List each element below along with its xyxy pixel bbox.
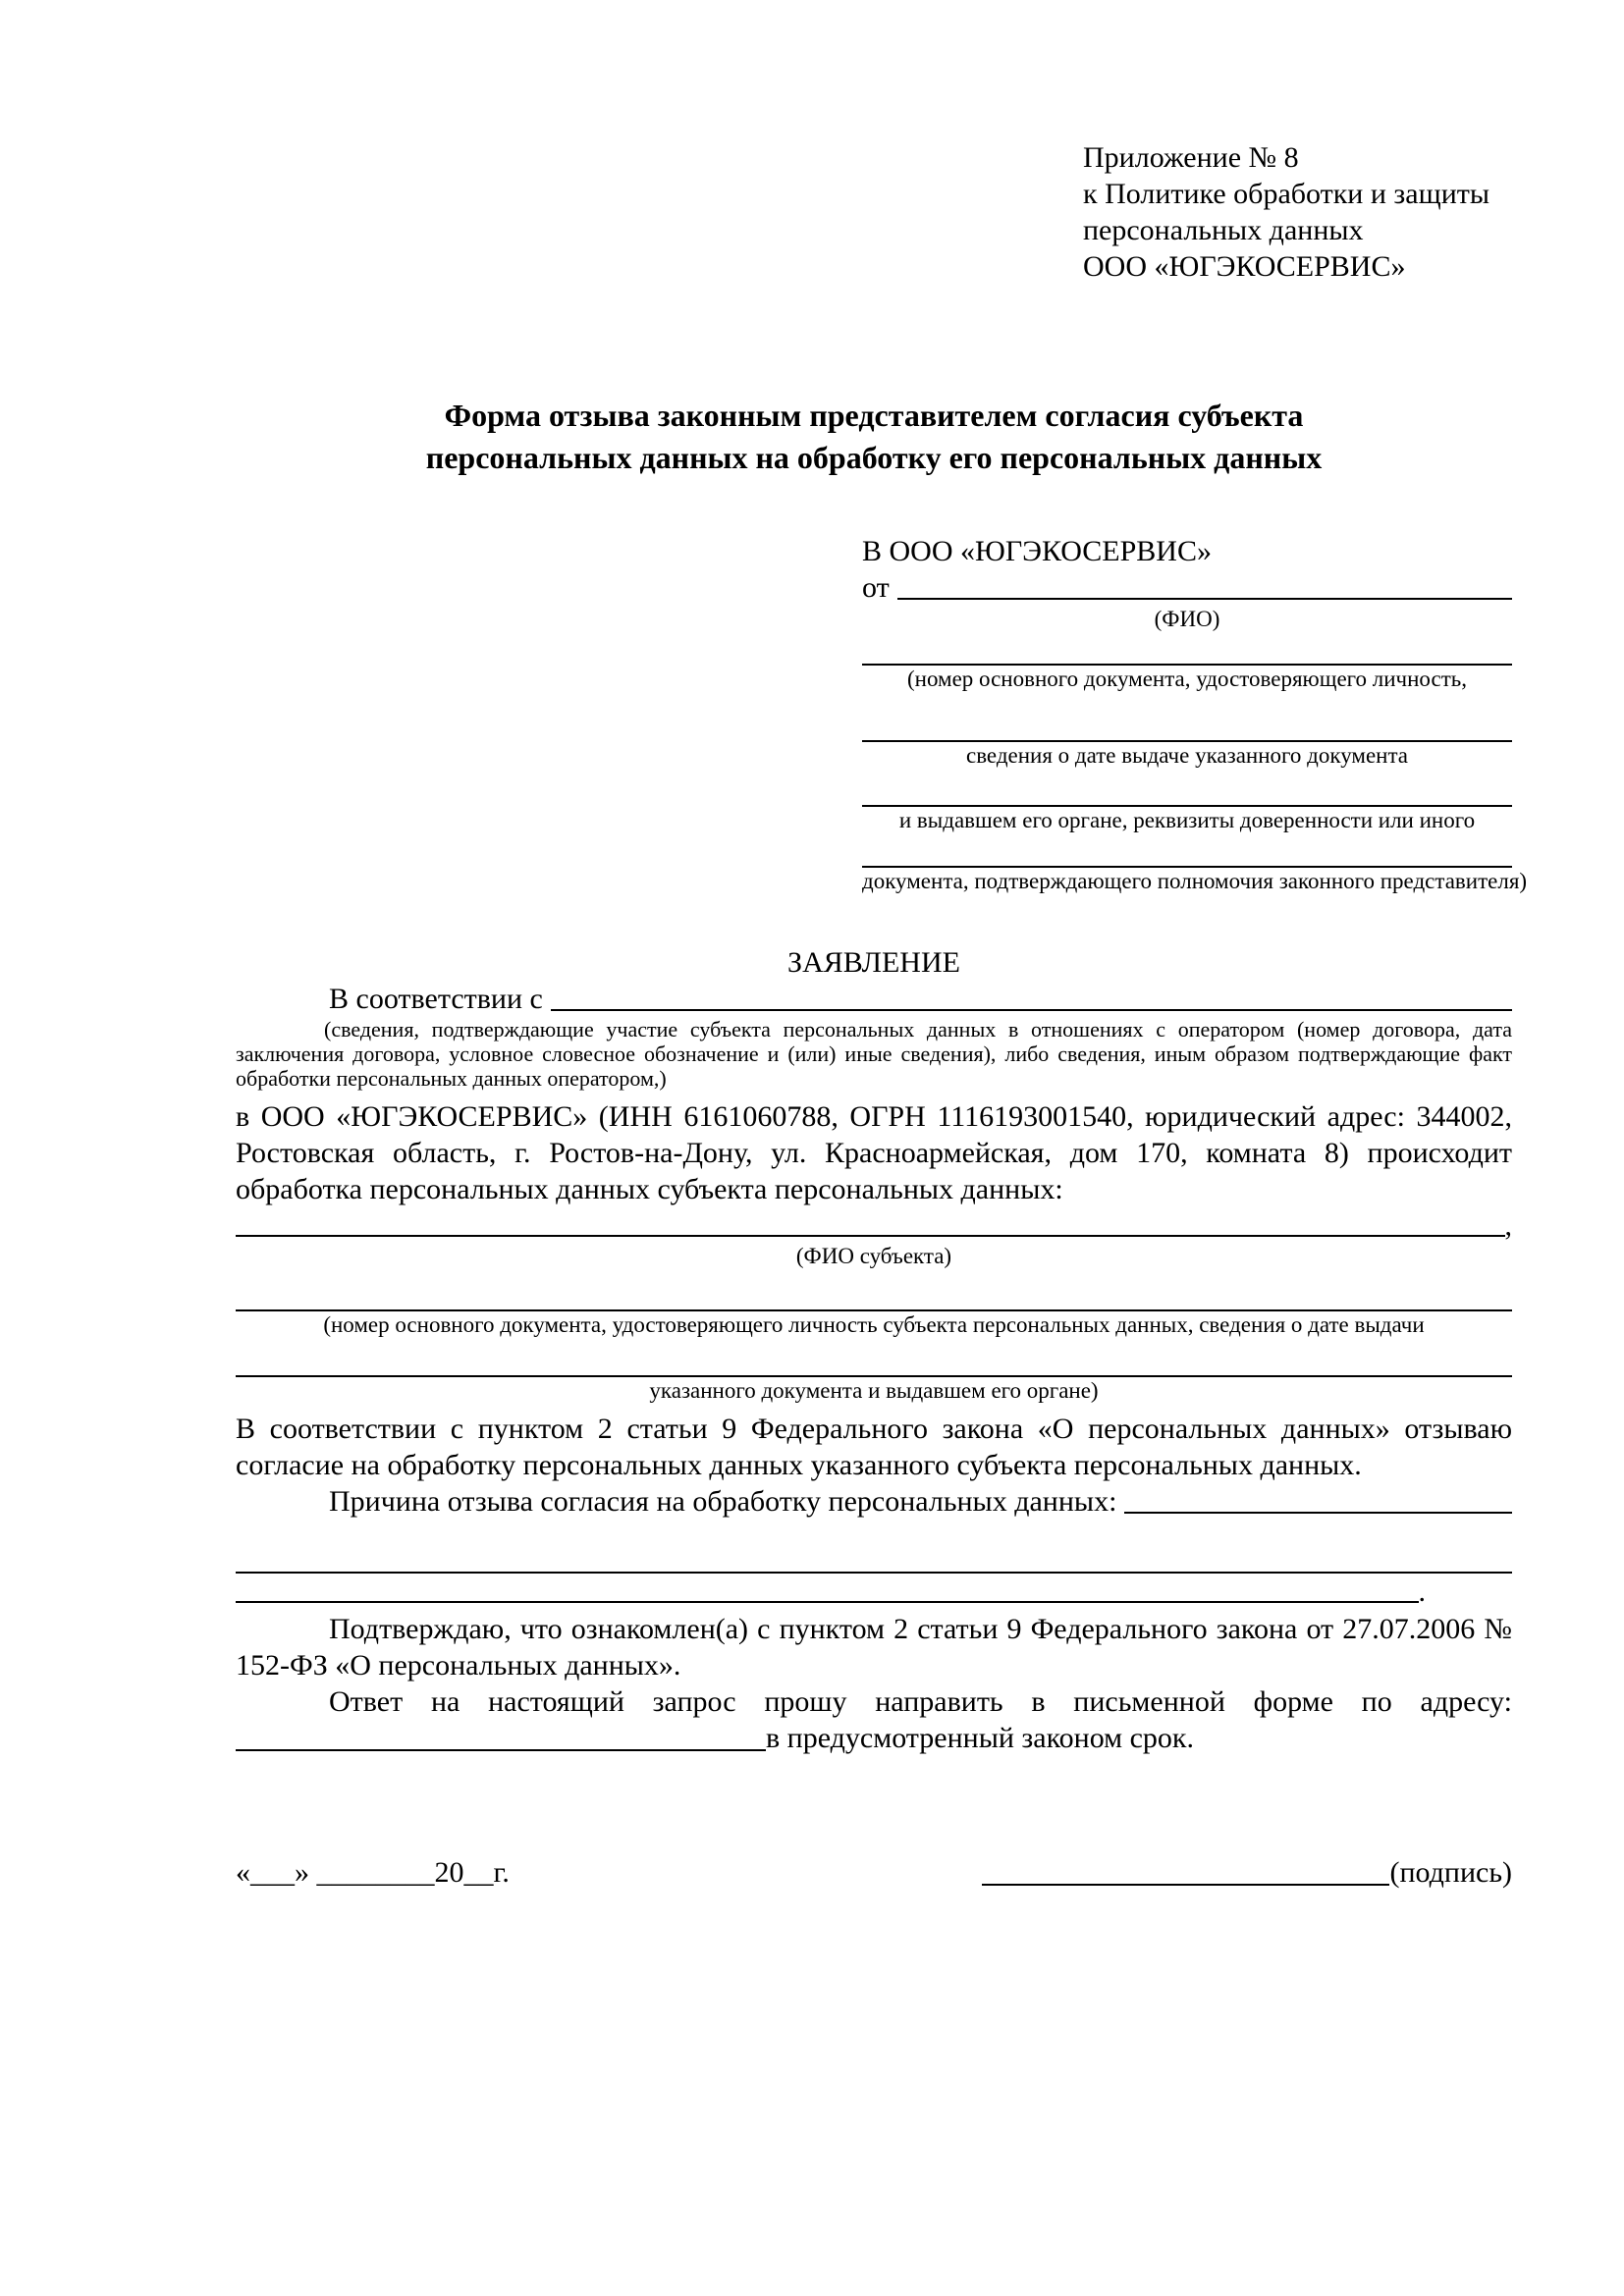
footer-row	[236, 1854, 1512, 1891]
reason-label: Причина отзыва согласия на обработку персональных данных:	[329, 1485, 1117, 1518]
subject-doc-field-line-2[interactable]	[236, 1339, 1512, 1377]
reply-address-field-line[interactable]	[236, 1743, 766, 1751]
date-line: «___» ________20__г.	[236, 1856, 510, 1889]
reason-field-line-2[interactable]	[236, 1520, 1512, 1574]
subject-doc-caption-2: указанного документа и выдавшем его органе)	[649, 1378, 1099, 1403]
appendix-note	[1083, 139, 1512, 285]
from-row	[862, 569, 1512, 606]
representative-doc-field-line-4[interactable]	[862, 834, 1512, 868]
subject-fio-row	[236, 1207, 1512, 1243]
signature-block	[982, 1854, 1512, 1891]
doc-caption-2: сведения о дате выдаче указанного документа	[965, 743, 1409, 768]
doc-caption-4: документа, подтверждающего полномочия законного представителя)	[862, 869, 1528, 893]
representative-doc-field-line-1[interactable]	[862, 633, 1512, 666]
title-line-1: Форма отзыва законным представителем согласия субъекта	[444, 398, 1304, 433]
signature-caption: (подпись)	[1389, 1856, 1512, 1889]
intro-caption: (сведения, подтверждающие участие субъекта персональных данных в отношениях с оператором (номер договора, дата заключения договора, условное словесное обозначение и (или) иные сведения), либо сведения, иным образом подтверждающие факт обработки персональных данных оператором,)	[236, 1017, 1512, 1091]
reason-row	[236, 1483, 1512, 1520]
subject-fio-trailing-comma: ,	[1504, 1209, 1512, 1242]
reason-field-row-3	[236, 1574, 1426, 1609]
appendix-line-2: к Политике обработки и защиты	[1083, 178, 1490, 210]
addressee-to: В ООО «ЮГЭКОСЕРВИС»	[862, 535, 1212, 567]
statement-heading: ЗАЯВЛЕНИЕ	[787, 946, 960, 979]
subject-fio-caption: (ФИО субъекта)	[795, 1244, 952, 1268]
withdraw-paragraph: В соответствии с пунктом 2 статьи 9 Федерального закона «О персональных данных» отзываю согласие на обработку персональных данных указанного субъекта персональных данных.	[236, 1413, 1512, 1481]
document-title	[236, 395, 1512, 479]
intro-row	[236, 981, 1512, 1017]
doc-caption-1: (номер основного документа, удостоверяющего личность,	[906, 667, 1467, 691]
reason-field-line[interactable]	[1124, 1483, 1512, 1514]
reason-trailing-period: .	[1418, 1575, 1426, 1608]
reply-suffix: в предусмотренный законом срок.	[766, 1722, 1194, 1754]
representative-doc-field-line-2[interactable]	[862, 693, 1512, 742]
subject-doc-caption-1: (номер основного документа, удостоверяющего личность субъекта персональных данных, сведения о дате выдачи	[323, 1312, 1425, 1337]
from-label: от	[862, 571, 890, 604]
appendix-line-1: Приложение № 8	[1083, 141, 1299, 174]
addressee-block	[862, 533, 1528, 895]
representative-doc-field-line-3[interactable]	[862, 770, 1512, 807]
appendix-line-3: персональных данных	[1083, 214, 1364, 246]
operator-paragraph: в ООО «ЮГЭКОСЕРВИС» (ИНН 6161060788, ОГРН 1116193001540, юридический адрес: 344002, Ростовская область, г. Ростов-на-Дону, ул. Красноармейская, дом 170, комната 8) происходит обработка персональных данных субъекта персональных данных:	[236, 1100, 1512, 1205]
confirm-paragraph: Подтверждаю, что ознакомлен(а) с пунктом 2 статьи 9 Федерального закона от 27.07.2006 № 152-ФЗ «О персональных данных».	[236, 1613, 1512, 1682]
reply-line: Ответ на настоящий запрос прошу направить в письменной форме по адресу:	[329, 1685, 1512, 1718]
doc-caption-3: и выдавшем его органе, реквизиты доверенности или иного	[898, 808, 1476, 832]
reply-address-row	[236, 1720, 1512, 1756]
fio-caption: (ФИО)	[1154, 607, 1220, 631]
appendix-line-4: ООО «ЮГЭКОСЕРВИС»	[1083, 250, 1406, 283]
title-line-2: персональных данных на обработку его персональных данных	[425, 440, 1323, 475]
subject-doc-field-line-1[interactable]	[236, 1270, 1512, 1311]
basis-field-line[interactable]	[551, 981, 1512, 1011]
subject-fio-field-line[interactable]	[236, 1207, 1505, 1237]
reason-field-line-3[interactable]	[236, 1574, 1419, 1603]
intro-prefix: В соответствии с	[329, 983, 543, 1015]
signature-field-line[interactable]	[982, 1878, 1389, 1886]
representative-fio-field-line[interactable]	[897, 569, 1512, 600]
